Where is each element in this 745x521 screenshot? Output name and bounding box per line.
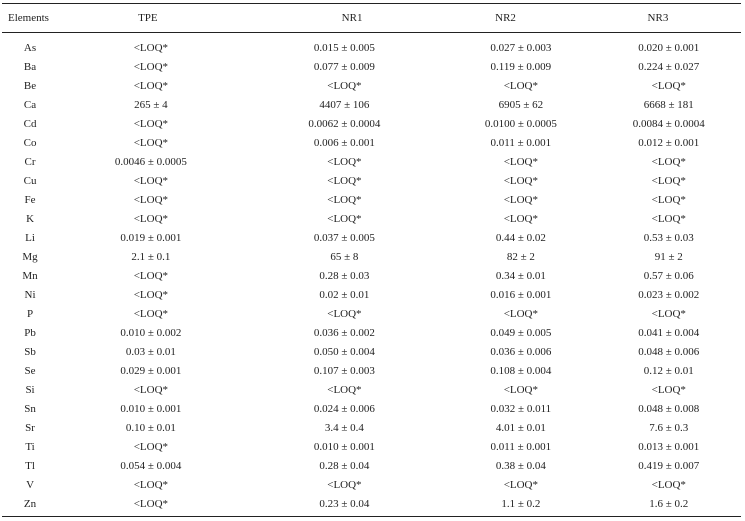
cell-nr3: 0.012 ± 0.001 (638, 137, 700, 149)
cell-element: Cd (23, 118, 37, 130)
cell-nr2: 82 ± 2 (506, 251, 535, 263)
cell-nr3: <LOQ* (651, 194, 686, 206)
cell-tpe: 0.0046 ± 0.0005 (114, 156, 187, 168)
cell-tpe: <LOQ* (133, 118, 169, 130)
cell-nr2: 6905 ± 62 (498, 99, 544, 111)
cell-tpe: 0.10 ± 0.01 (125, 422, 176, 434)
cell-tpe: <LOQ* (133, 61, 169, 73)
cell-element: Fe (24, 194, 36, 206)
cell-nr2: 0.119 ± 0.009 (490, 61, 552, 73)
cell-tpe: <LOQ* (133, 137, 169, 149)
cell-nr2: 0.108 ± 0.004 (490, 365, 552, 377)
cell-element: Ti (25, 441, 35, 453)
cell-nr1: <LOQ* (327, 175, 362, 187)
cell-nr1: <LOQ* (327, 156, 362, 168)
cell-element: Zn (2, 495, 58, 517)
cell-element: Si (25, 384, 35, 396)
cell-nr3: 6668 ± 181 (643, 99, 694, 111)
table-row (2, 58, 741, 77)
cell-nr3: 7.6 ± 0.3 (649, 422, 689, 434)
table-row (2, 33, 741, 59)
cell-nr1: <LOQ* (327, 384, 362, 396)
table-header (2, 4, 741, 33)
cell-nr2: <LOQ* (503, 384, 538, 396)
cell-nr3: 0.0084 ± 0.0004 (632, 118, 705, 130)
header-row (2, 4, 741, 33)
cell-nr3: <LOQ* (651, 479, 686, 491)
table-row (2, 343, 741, 362)
cell-nr2: 0.036 ± 0.006 (490, 346, 552, 358)
cell-nr3: 0.013 ± 0.001 (638, 441, 700, 453)
cell-tpe: <LOQ* (58, 495, 244, 517)
cell-nr2: 0.027 ± 0.003 (490, 42, 552, 54)
table-row (2, 495, 741, 517)
cell-nr3: 0.048 ± 0.008 (638, 403, 700, 415)
cell-nr2: <LOQ* (503, 194, 538, 206)
cell-tpe: <LOQ* (133, 308, 169, 320)
table-row (2, 400, 741, 419)
cell-nr2: 4.01 ± 0.01 (495, 422, 546, 434)
elements-table (2, 3, 741, 517)
cell-nr1: 0.037 ± 0.005 (313, 232, 375, 244)
cell-element: Tl (25, 460, 35, 472)
cell-element: Mg (22, 251, 38, 263)
cell-nr2: 0.032 ± 0.011 (490, 403, 552, 415)
cell-element: Ca (23, 99, 37, 111)
cell-element: Cu (23, 175, 37, 187)
cell-nr3: 0.12 ± 0.01 (643, 365, 694, 377)
cell-nr3: 0.224 ± 0.027 (638, 61, 700, 73)
cell-nr2: <LOQ* (503, 156, 538, 168)
cell-element: P (26, 308, 34, 320)
cell-nr2: <LOQ* (503, 308, 538, 320)
table-row (2, 191, 741, 210)
cell-nr3: 0.57 ± 0.06 (643, 270, 694, 282)
cell-nr2: 0.011 ± 0.001 (490, 137, 552, 149)
cell-nr1: 0.28 ± 0.03 (319, 270, 370, 282)
cell-tpe: <LOQ* (133, 479, 169, 491)
table-row (2, 134, 741, 153)
cell-nr1: 4407 ± 106 (319, 99, 370, 111)
cell-nr2: 0.34 ± 0.01 (495, 270, 546, 282)
cell-element: K (26, 213, 35, 225)
cell-tpe: <LOQ* (133, 213, 169, 225)
cell-nr1: <LOQ* (327, 194, 362, 206)
cell-element: Sr (25, 422, 35, 434)
table-row (2, 115, 741, 134)
cell-nr2: 0.016 ± 0.001 (490, 289, 552, 301)
cell-nr2: <LOQ* (503, 479, 538, 491)
table-row (2, 476, 741, 495)
table-row (2, 438, 741, 457)
table-row (2, 419, 741, 438)
cell-nr3: <LOQ* (651, 156, 686, 168)
cell-nr3: 91 ± 2 (654, 251, 683, 263)
cell-tpe: <LOQ* (133, 384, 169, 396)
cell-nr1: 3.4 ± 0.4 (324, 422, 364, 434)
table-row (2, 77, 741, 96)
cell-tpe: 2.1 ± 0.1 (131, 251, 171, 263)
cell-nr3: 1.6 ± 0.2 (597, 495, 741, 517)
cell-nr1: 0.024 ± 0.006 (313, 403, 375, 415)
cell-element: Pb (24, 327, 36, 339)
table-row (2, 153, 741, 172)
cell-nr2: 0.0100 ± 0.0005 (484, 118, 557, 130)
cell-element: Co (23, 137, 37, 149)
cell-nr1: 0.050 ± 0.004 (313, 346, 375, 358)
cell-nr3: 0.419 ± 0.007 (638, 460, 700, 472)
cell-nr1: <LOQ* (327, 479, 362, 491)
cell-nr2: 0.44 ± 0.02 (495, 232, 546, 244)
cell-tpe: 265 ± 4 (134, 99, 168, 111)
cell-nr3: <LOQ* (651, 80, 686, 92)
cell-nr1: 0.010 ± 0.001 (313, 441, 375, 453)
table-row (2, 210, 741, 229)
cell-nr1: 0.02 ± 0.01 (319, 289, 370, 301)
cell-tpe: 0.03 ± 0.01 (125, 346, 176, 358)
cell-nr1: <LOQ* (327, 80, 362, 92)
cell-nr3: <LOQ* (651, 175, 686, 187)
header-nr2: NR2 (445, 4, 596, 33)
cell-element: Sb (24, 346, 36, 358)
table-row (2, 362, 741, 381)
table-row (2, 96, 741, 115)
cell-nr3: 0.048 ± 0.006 (638, 346, 700, 358)
header-nr3: NR3 (597, 4, 741, 33)
cell-nr1: 0.036 ± 0.002 (313, 327, 375, 339)
table-row (2, 305, 741, 324)
cell-nr3: <LOQ* (651, 308, 686, 320)
cell-nr2: 0.38 ± 0.04 (495, 460, 546, 472)
cell-tpe: <LOQ* (133, 441, 169, 453)
cell-tpe: 0.054 ± 0.004 (120, 460, 182, 472)
table-row (2, 172, 741, 191)
cell-nr3: 0.041 ± 0.004 (638, 327, 700, 339)
table-row (2, 381, 741, 400)
cell-nr2: 0.049 ± 0.005 (490, 327, 552, 339)
cell-tpe: 0.010 ± 0.002 (120, 327, 182, 339)
cell-element: V (26, 479, 35, 491)
cell-nr1: 0.28 ± 0.04 (319, 460, 370, 472)
cell-nr1: 0.0062 ± 0.0004 (308, 118, 381, 130)
cell-nr3: 0.53 ± 0.03 (643, 232, 694, 244)
cell-nr1: <LOQ* (327, 213, 362, 225)
cell-nr1: 65 ± 8 (330, 251, 359, 263)
cell-nr1: 0.107 ± 0.003 (313, 365, 375, 377)
cell-element: Ni (24, 289, 36, 301)
cell-nr1: 0.006 ± 0.001 (313, 137, 375, 149)
cell-nr1: 0.23 ± 0.04 (244, 495, 445, 517)
cell-element: Mn (22, 270, 38, 282)
cell-nr2: <LOQ* (503, 213, 538, 225)
cell-nr2: 0.011 ± 0.001 (490, 441, 552, 453)
cell-tpe: <LOQ* (133, 80, 169, 92)
cell-element: Be (23, 80, 37, 92)
cell-tpe: 0.010 ± 0.001 (120, 403, 182, 415)
table-row (2, 267, 741, 286)
cell-nr3: <LOQ* (651, 384, 686, 396)
cell-nr2: <LOQ* (503, 175, 538, 187)
header-nr1: NR1 (244, 4, 445, 33)
cell-nr1: 0.077 ± 0.009 (313, 61, 375, 73)
cell-nr3: 0.020 ± 0.001 (638, 42, 700, 54)
cell-tpe: <LOQ* (133, 270, 169, 282)
table-body (2, 33, 741, 517)
table-row (2, 286, 741, 305)
cell-element: Sn (24, 403, 36, 415)
table-row (2, 248, 741, 267)
cell-tpe: <LOQ* (133, 42, 169, 54)
cell-tpe: 0.029 ± 0.001 (120, 365, 182, 377)
cell-tpe: <LOQ* (133, 194, 169, 206)
cell-tpe: 0.019 ± 0.001 (120, 232, 182, 244)
cell-element: As (23, 42, 37, 54)
cell-element: Cr (24, 156, 36, 168)
cell-tpe: <LOQ* (133, 175, 169, 187)
header-elements: Elements (2, 4, 58, 33)
header-tpe: TPE (58, 4, 244, 33)
cell-nr2: 1.1 ± 0.2 (445, 495, 596, 517)
cell-nr3: 0.023 ± 0.002 (638, 289, 700, 301)
cell-element: Ba (23, 61, 37, 73)
table-row (2, 324, 741, 343)
table-row (2, 457, 741, 476)
cell-element: Li (25, 232, 35, 244)
cell-nr1: 0.015 ± 0.005 (313, 42, 375, 54)
table-row (2, 229, 741, 248)
cell-tpe: <LOQ* (133, 289, 169, 301)
cell-nr3: <LOQ* (651, 213, 686, 225)
cell-nr1: <LOQ* (327, 308, 362, 320)
cell-element: Se (24, 365, 36, 377)
cell-nr2: <LOQ* (503, 80, 538, 92)
